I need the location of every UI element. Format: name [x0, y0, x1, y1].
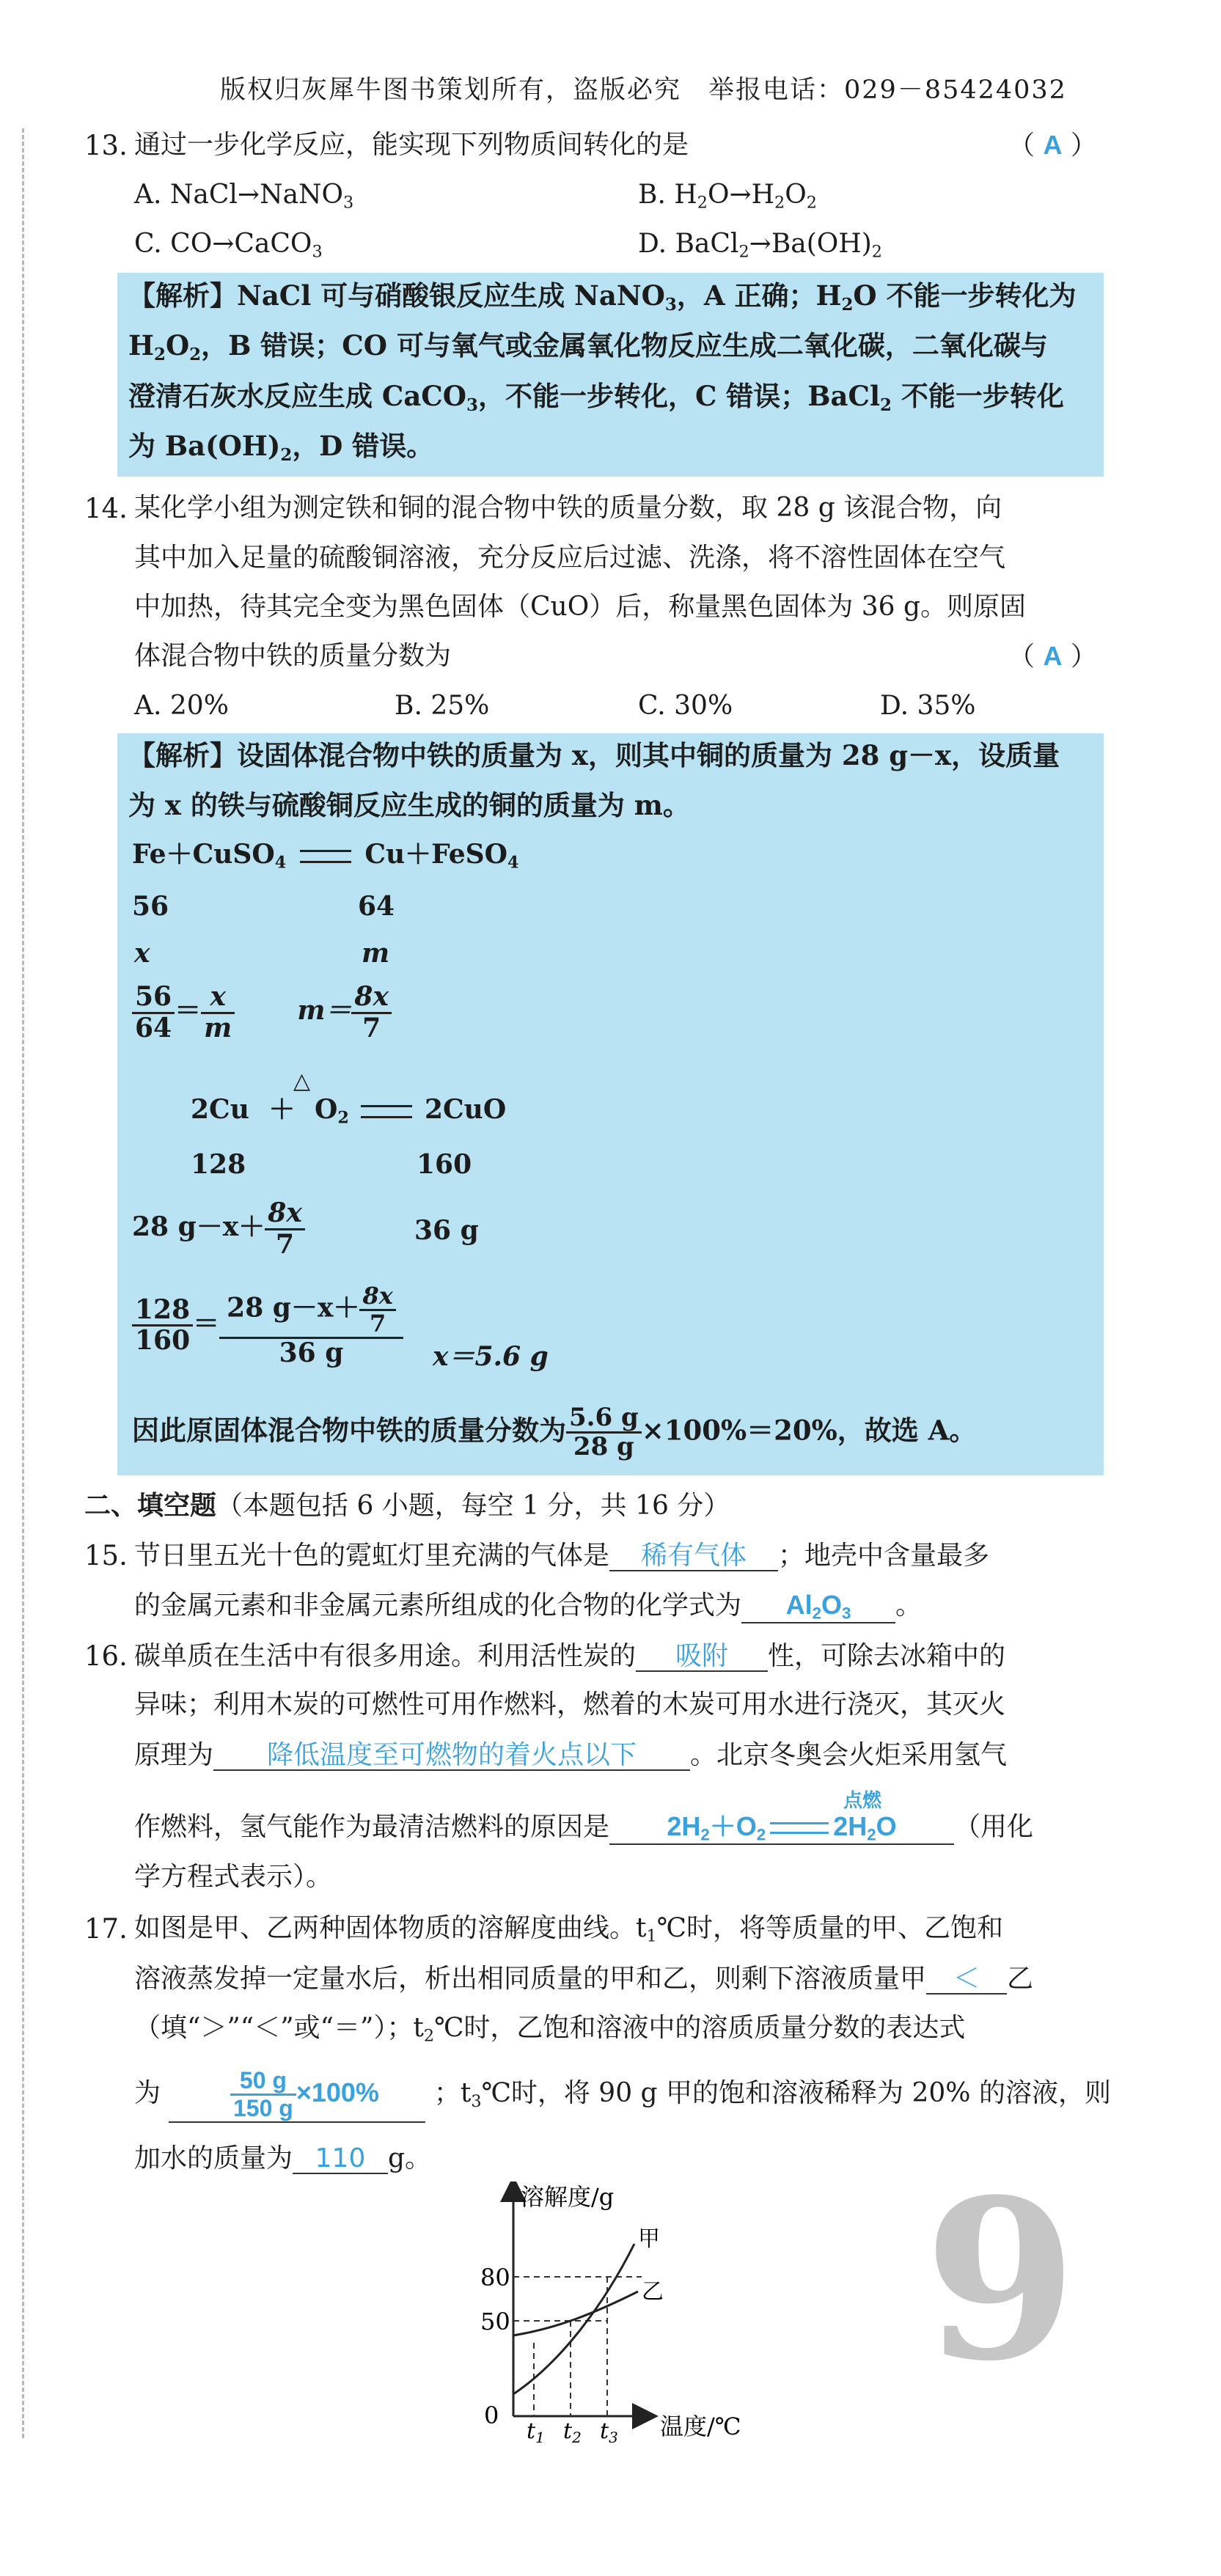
- q14-mass-expression: 28 g－x＋ $\frac{8x}{7}$: [132, 1199, 305, 1259]
- section2-heading: 二、填空题（本题包括 6 小题，每空 1 分，共 16 分）: [84, 1490, 730, 1521]
- curve-jia-label: 甲: [638, 2226, 660, 2252]
- q16-line5: 学方程式表示）。: [134, 1862, 333, 1892]
- q14-ratio-64: 64: [358, 891, 395, 922]
- q13-analysis-line4: 为 $Ba(OH)_2$，D 错误。: [128, 430, 434, 465]
- tick-t2: $t_2$: [563, 2418, 582, 2446]
- q14-final-proportion: $\frac{128}{160}$ ＝ 28 g－x＋ $\frac{8x}{7}$ 36 g: [132, 1283, 403, 1368]
- q17-line3: （填“＞”“＜”或“＝”）；$t_2℃$时，乙饱和溶液中的溶质质量分数的表达式: [134, 2013, 966, 2046]
- page-header: 版权归灰犀牛图书策划所有，盗版必究 举报电话：029－85424032: [220, 76, 1067, 105]
- tick-t3: $t_3$: [600, 2418, 618, 2446]
- q14-ratio-x: x: [134, 938, 150, 969]
- q16-line4: 作燃料，氢气能作为最清洁燃料的原因是 $2H_2+O_2$ $2H_2O$ （用化: [134, 1811, 1034, 1844]
- q14-ratio-m: m: [362, 938, 390, 969]
- q17-answer-1: ＜: [953, 1964, 980, 1994]
- q17-line1: 如图是甲、乙两种固体物质的溶解度曲线。$t_1℃$时，将等质量的甲、乙饱和: [134, 1913, 1003, 1946]
- q14-answer-bracket: （ A ）: [1008, 641, 1097, 672]
- q17-line2: 溶液蒸发掉一定量水后，析出相同质量的甲和乙，则剩下溶液质量甲 ＜ 乙: [134, 1964, 1034, 1994]
- q13-analysis-line2: $H_2O_2$，B 错误；CO 可与氧气或金属氧化物反应生成二氧化碳，二氧化碳与: [128, 329, 1048, 364]
- q13-analysis-line1: 【解析】NaCl 可与硝酸银反应生成 NaNO$_3$，A 正确；$H_2O$ 不能一步转化为: [128, 279, 1077, 315]
- q14-proportion: $\frac{56}{64}$ ＝ $\frac{x}{m}$ m＝ $\frac{8x}{7}$: [132, 983, 392, 1043]
- tick-80: 80: [480, 2264, 510, 2291]
- q14-stem-line4: 体混合物中铁的质量分数为: [134, 641, 452, 671]
- q13-answer: A: [1043, 130, 1063, 160]
- curve-yi-label: 乙: [642, 2279, 664, 2305]
- q14-heat-symbol: △: [293, 1068, 311, 1094]
- q17-number: 17.: [84, 1913, 128, 1945]
- binding-margin-line: [22, 128, 24, 2438]
- q16-answer-1: 吸附: [675, 1641, 729, 1671]
- q17-line4: 为 $\frac{50 g}{150 g}$ ×100% ；$t_3℃$时，将 90 g 甲的饱和溶液稀释为 20% 的溶液，则: [134, 2068, 1111, 2123]
- q15-line2: 的金属元素和非金属元素所组成的化合物的化学式为 $Al_2O_3$ 。: [134, 1590, 923, 1623]
- q14-option-b: B. 25%: [395, 691, 490, 721]
- q17-answer-3: 110: [315, 2143, 366, 2173]
- q15-answer-1: 稀有气体: [641, 1541, 747, 1571]
- q15-number: 15.: [84, 1540, 128, 1571]
- q13-stem: 通过一步化学反应，能实现下列物质间转化的是: [134, 130, 689, 160]
- q14-option-d: D. 35%: [880, 691, 976, 721]
- q17-answer-2: $\frac{50 g}{150 g}$ ×100%: [230, 2077, 379, 2107]
- q14-stem-line1: 某化学小组为测定铁和铜的混合物中铁的质量分数，取 28 g 该混合物，向: [134, 493, 1002, 523]
- q14-option-c: C. 30%: [638, 691, 733, 721]
- q13-answer-bracket: （ A ）: [1008, 130, 1097, 161]
- q16-answer-3: $2H_2+O_2$ $2H_2O$: [667, 1811, 897, 1844]
- q16-number: 16.: [84, 1640, 128, 1672]
- q14-equation-1: Fe＋CuSO$_4$ Cu＋FeSO$_4$: [132, 839, 519, 873]
- q16-line3: 原理为 降低温度至可燃物的着火点以下 。北京冬奥会火炬采用氢气: [134, 1740, 1008, 1770]
- q13-option-a: A. NaCl→NaNO$_3$: [134, 180, 354, 213]
- q16-ignition-condition: 点燃: [843, 1790, 882, 1812]
- tick-t1: $t_1$: [527, 2418, 545, 2446]
- q13-option-b: B. $H_2O\to H_2O_2$: [638, 180, 817, 213]
- q14-stem-line3: 中加热，待其完全变为黑色固体（CuO）后，称量黑色固体为 36 g。则原固: [134, 592, 1026, 622]
- q13-number: 13.: [84, 130, 128, 161]
- tick-50: 50: [480, 2308, 510, 2335]
- q14-number: 14.: [84, 493, 128, 524]
- x-axis-label: 温度/℃: [660, 2412, 741, 2440]
- q13-option-c: C. CO→CaCO$_3$: [134, 229, 323, 262]
- q15-line1: 节日里五光十色的霓虹灯里充满的气体是 稀有气体 ；地壳中含量最多: [134, 1541, 990, 1571]
- q15-answer-2: $Al_2O_3$: [785, 1590, 851, 1623]
- tick-origin: 0: [484, 2401, 499, 2429]
- q14-mass-36g: 36 g: [414, 1215, 479, 1246]
- q14-ratio-128: 128: [191, 1149, 246, 1180]
- q14-equation-2: $2Cu + O_2$ 2CuO: [191, 1094, 507, 1128]
- q14-option-a: A. 20%: [134, 691, 229, 721]
- q16-line1: 碳单质在生活中有很多用途。利用活性炭的 吸附 性，可除去冰箱中的: [134, 1641, 1006, 1671]
- q14-ratio-160: 160: [417, 1149, 472, 1180]
- q13-option-d: D. $BaCl_2\to Ba(OH)_2$: [638, 229, 882, 262]
- q14-ratio-56: 56: [132, 891, 169, 922]
- q13-analysis-line3: 澄清石灰水反应生成 CaCO$_3$，不能一步转化，C 错误；BaCl$_2$ 不能一步转化: [128, 380, 1064, 415]
- q16-answer-2: 降低温度至可燃物的着火点以下: [267, 1740, 637, 1770]
- solubility-graph: [477, 2181, 792, 2449]
- q14-stem-line2: 其中加入足量的硫酸铜溶液，充分反应后过滤、洗涤，将不溶性固体在空气: [134, 543, 1006, 573]
- page-number: 9: [924, 2151, 1077, 2410]
- q14-x-value: x＝5.6 g: [433, 1341, 549, 1372]
- y-axis-label: 溶解度/g: [521, 2183, 615, 2211]
- q14-conclusion: 因此原固体混合物中铁的质量分数为 $\frac{5.6 g}{28 g}$ ×100%＝20%，故选 A。: [132, 1403, 977, 1462]
- curve-yi: [513, 2291, 638, 2335]
- q16-line2: 异味；利用木炭的可燃性可用作燃料，燃着的木炭可用水进行浇灭，其灭火: [134, 1689, 1006, 1720]
- q14-analysis-line1: 【解析】设固体混合物中铁的质量为 x，则其中铜的质量为 28 g－x，设质量: [128, 739, 1060, 771]
- q14-analysis-line2: 为 x 的铁与硫酸铜反应生成的铜的质量为 m。: [128, 789, 690, 821]
- q17-line5: 加水的质量为 110 g。: [134, 2143, 432, 2173]
- q14-answer: A: [1043, 641, 1063, 671]
